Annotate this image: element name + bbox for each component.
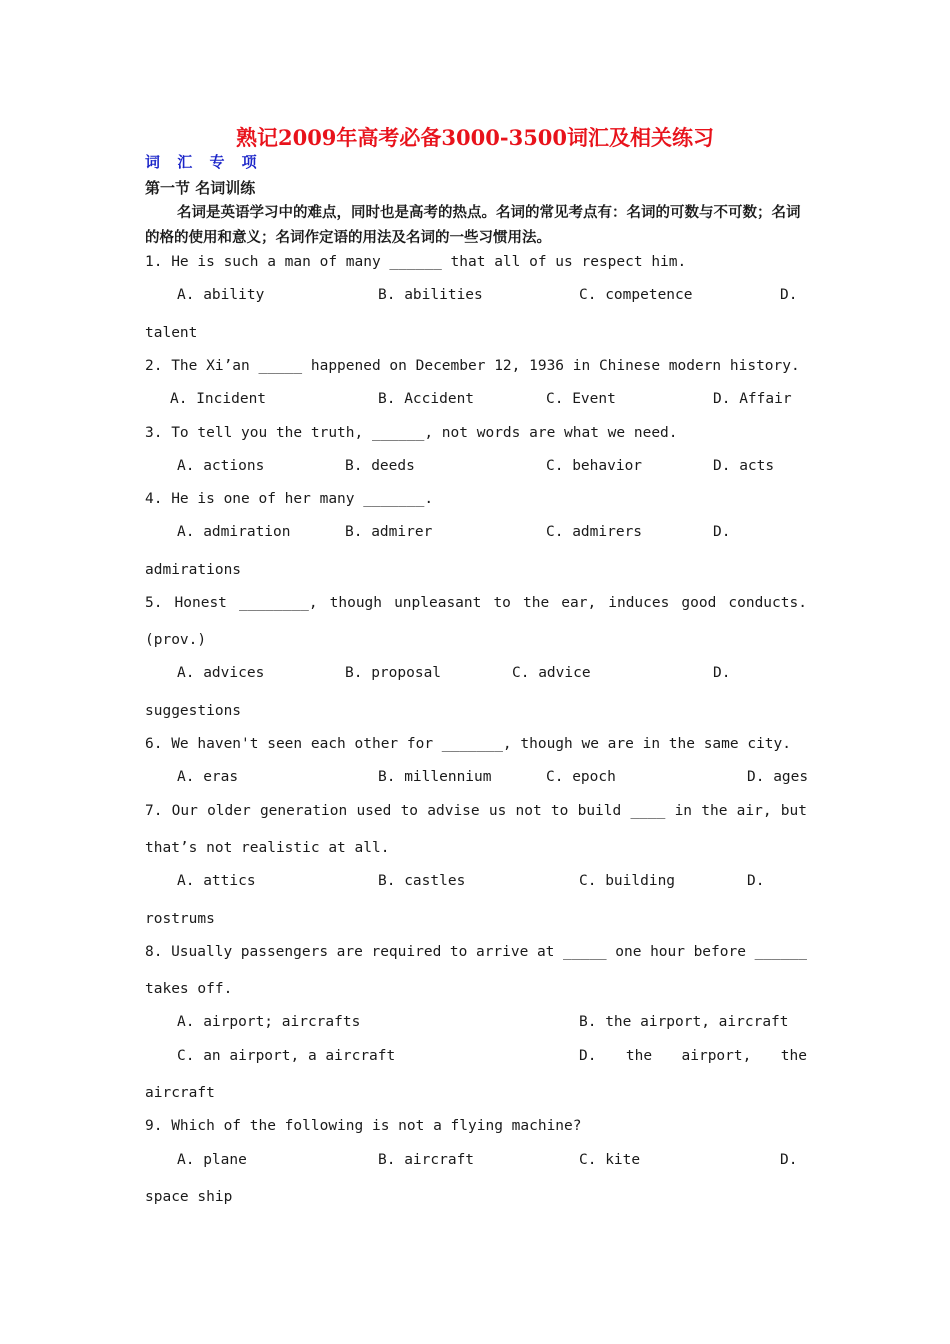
q6-option-c: C. epoch xyxy=(546,769,616,785)
q4-option-d-text: admirations xyxy=(145,562,242,578)
q1-option-d-text: talent xyxy=(145,325,198,341)
q8-option-d xyxy=(579,1046,807,1066)
question-word: build xyxy=(577,803,622,819)
q1-option-c: C. competence xyxy=(579,287,693,303)
question-word: Our xyxy=(171,803,198,819)
q1-option-a: A. ability xyxy=(177,287,265,303)
question-8-continued: takes off. xyxy=(145,981,233,997)
option-word: airport, xyxy=(681,1048,752,1064)
question-word: conducts. xyxy=(728,595,807,611)
option-word: the xyxy=(625,1048,653,1064)
question-word: the xyxy=(701,803,728,819)
section-label: 词 汇 专 项 xyxy=(145,153,263,171)
question-word: ____ xyxy=(630,803,666,819)
q9-option-d-text: space ship xyxy=(145,1189,233,1205)
question-word: 7. xyxy=(145,803,163,819)
q5-option-d: D. xyxy=(713,665,731,681)
q5-option-c: C. advice xyxy=(512,665,591,681)
q5-option-b: B. proposal xyxy=(345,665,442,681)
question-word: 8. xyxy=(145,944,163,960)
question-word: induces xyxy=(608,595,670,611)
q9-option-b: B. aircraft xyxy=(378,1152,475,1168)
q4-option-c: C. admirers xyxy=(546,524,643,540)
question-word: ________, xyxy=(238,595,318,611)
question-word: in xyxy=(674,803,693,819)
question-6: 6. We haven't seen each other for _______, though we are in the same city. xyxy=(145,736,792,752)
question-5 xyxy=(145,593,807,613)
question-word: ______ xyxy=(754,944,807,960)
q2-option-d: D. Affair xyxy=(713,391,792,407)
q8-option-c: C. an airport, a aircraft xyxy=(177,1048,396,1064)
q3-option-d: D. acts xyxy=(713,458,775,474)
question-word: air, xyxy=(736,803,772,819)
option-word: D. xyxy=(579,1048,597,1064)
page-title: 熟记2009年高考必备3000-3500词汇及相关练习 xyxy=(235,125,715,150)
q6-option-a: A. eras xyxy=(177,769,239,785)
q7-option-d-text: rostrums xyxy=(145,911,215,927)
q7-option-c: C. building xyxy=(579,873,676,889)
question-word: older xyxy=(207,803,251,819)
question-2: 2. The Xi’an _____ happened on December 12, 1936 in Chinese modern history. xyxy=(145,358,800,374)
q5-option-a: A. advices xyxy=(177,665,265,681)
q5-option-d-text: suggestions xyxy=(145,703,242,719)
question-word: to xyxy=(400,803,419,819)
question-word: used xyxy=(356,803,392,819)
intro-paragraph: 名词是英语学习中的难点，同时也是高考的热点。名词的常见考点有：名词的可数与不可数；名词的格的使用和意义；名词作定语的用法及名词的一些习惯用法。 xyxy=(145,205,801,246)
q4-option-b: B. admirer xyxy=(345,524,433,540)
question-word: to xyxy=(550,803,569,819)
question-word: at xyxy=(536,944,555,960)
question-9: 9. Which of the following is not a flying machine? xyxy=(145,1118,582,1134)
question-word: required xyxy=(371,944,442,960)
question-5-continued: (prov.) xyxy=(145,632,207,648)
q8-option-a: A. airport; aircrafts xyxy=(177,1014,361,1030)
question-4: 4. He is one of her many _______. xyxy=(145,491,434,507)
q7-option-a: A. attics xyxy=(177,873,256,889)
question-word: passengers xyxy=(240,944,329,960)
question-word: advise xyxy=(427,803,480,819)
q2-option-c: C. Event xyxy=(546,391,616,407)
question-word: though xyxy=(329,595,383,611)
q4-option-a: A. admiration xyxy=(177,524,291,540)
q9-option-d: D. xyxy=(780,1152,798,1168)
question-word: 5. xyxy=(145,595,163,611)
question-7-continued: that’s not realistic at all. xyxy=(145,840,390,856)
q1-option-b: B. abilities xyxy=(378,287,483,303)
question-8 xyxy=(145,942,807,962)
q4-option-d: D. xyxy=(713,524,731,540)
question-word: one xyxy=(615,944,642,960)
question-word: Honest xyxy=(174,595,227,611)
q3-option-a: A. actions xyxy=(177,458,265,474)
question-word: _____ xyxy=(563,944,607,960)
q9-option-a: A. plane xyxy=(177,1152,247,1168)
question-word: unpleasant xyxy=(394,595,482,611)
question-word: hour xyxy=(650,944,685,960)
q2-option-a: A. Incident xyxy=(170,391,267,407)
question-word: not xyxy=(515,803,542,819)
question-word: are xyxy=(336,944,363,960)
q3-option-b: B. deeds xyxy=(345,458,415,474)
q8-option-d-text: aircraft xyxy=(145,1085,215,1101)
question-1: 1. He is such a man of many ______ that all of us respect him. xyxy=(145,254,687,270)
question-word: but xyxy=(780,803,807,819)
q6-option-b: B. millennium xyxy=(378,769,492,785)
q9-option-c: C. kite xyxy=(579,1152,641,1168)
question-word: the xyxy=(522,595,550,611)
q7-option-d: D. xyxy=(747,873,765,889)
q7-option-b: B. castles xyxy=(378,873,466,889)
question-7 xyxy=(145,801,807,821)
question-word: to xyxy=(449,944,468,960)
question-word: before xyxy=(693,944,746,960)
question-word: us xyxy=(488,803,507,819)
q6-option-d: D. ages xyxy=(747,769,809,785)
subsection-heading: 第一节 名词训练 xyxy=(145,179,256,197)
q8-option-b: B. the airport, aircraft xyxy=(579,1014,789,1030)
question-word: arrive xyxy=(475,944,529,960)
option-word: the xyxy=(780,1048,807,1064)
question-word: generation xyxy=(259,803,348,819)
q2-option-b: B. Accident xyxy=(378,391,475,407)
question-word: ear, xyxy=(561,595,597,611)
question-3: 3. To tell you the truth, ______, not words are what we need. xyxy=(145,425,678,441)
question-word: to xyxy=(493,595,511,611)
q1-option-d: D. xyxy=(780,287,798,303)
question-word: Usually xyxy=(171,944,233,960)
question-word: good xyxy=(681,595,717,611)
q3-option-c: C. behavior xyxy=(546,458,643,474)
